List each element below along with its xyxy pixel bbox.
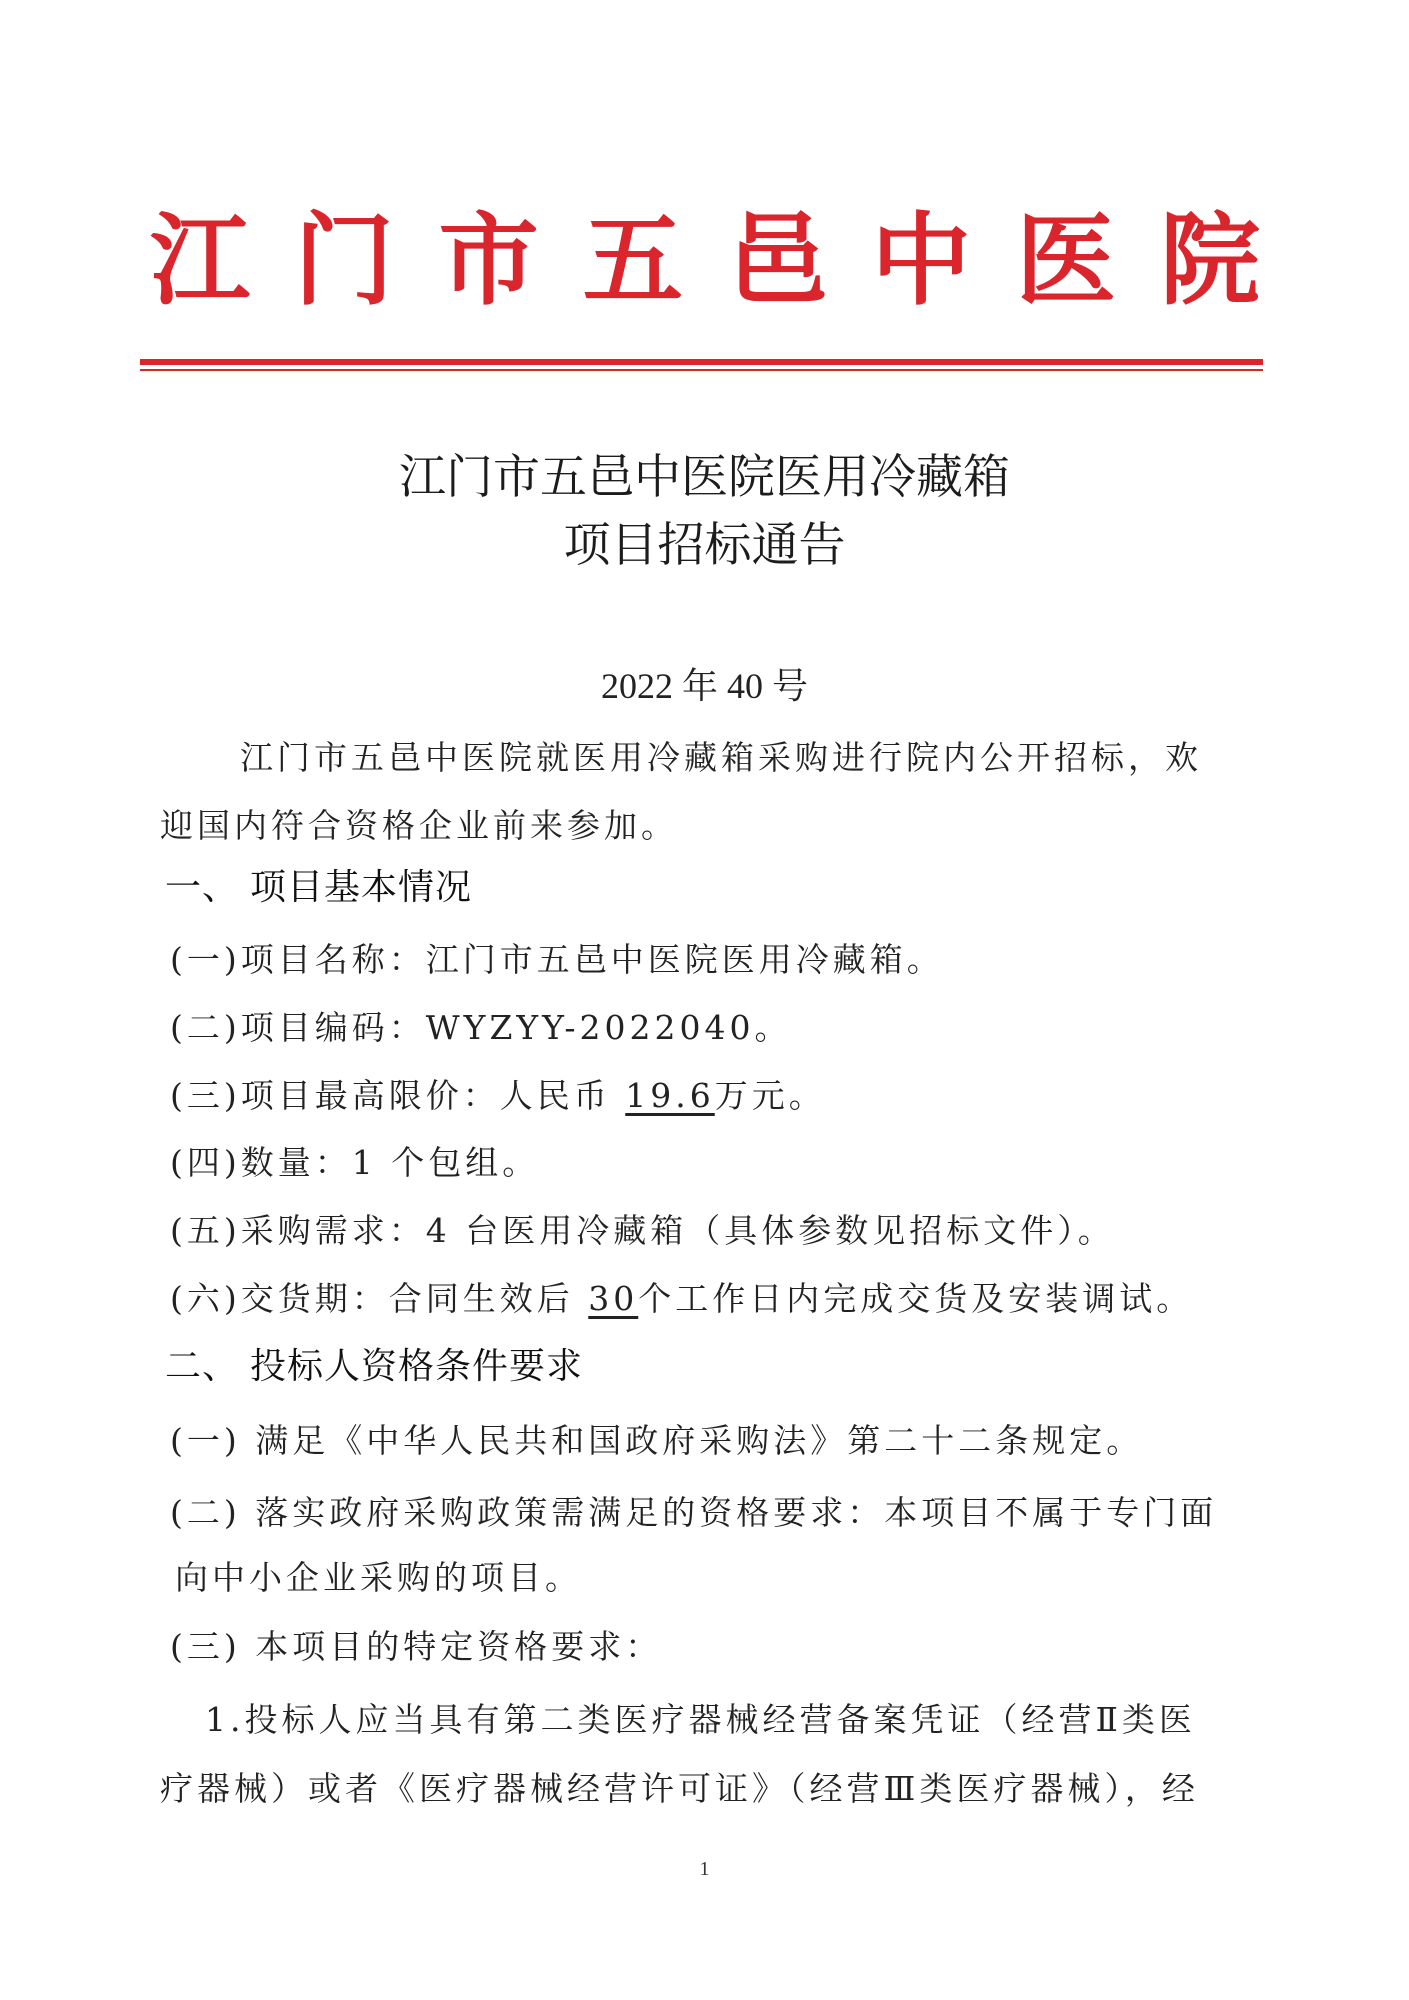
letterhead-char: 市 [438, 201, 539, 319]
section2-heading [165, 1344, 1255, 1390]
delivery-rest: 个工作日内完成交货及安装调试。 [638, 1279, 1194, 1318]
letterhead-char: 邑 [727, 201, 828, 319]
price-label: (三)项目最高限价：人民币 [170, 1076, 611, 1115]
qualification-item2-line2: 向中小企业采购的项目。 [175, 1558, 582, 1597]
section2-heading-text: 投标人资格条件要求 [250, 1346, 584, 1387]
section1-number: 一、 [165, 867, 240, 908]
qualification-sub1-line1: 1.投标人应当具有第二类医疗器械经营备案凭证（经营Ⅱ类医 [205, 1700, 1196, 1739]
section2-number: 二、 [165, 1346, 240, 1387]
document-title-line1: 江门市五邑中医院医用冷藏箱 [399, 450, 1010, 505]
letterhead-rule-thick [140, 359, 1263, 365]
letterhead-char: 中 [871, 201, 972, 319]
delivery-days: 30 [588, 1279, 639, 1318]
qualification-item1: (一) 满足《中华人民共和国政府采购法》第二十二条规定。 [170, 1421, 1144, 1460]
item-price-limit [170, 1073, 1260, 1119]
price-value: 19.6 [625, 1076, 715, 1115]
letterhead-char: 五 [582, 201, 683, 319]
page-number: 1 [699, 1858, 710, 1880]
item-quantity: (四)数量：1 个包组。 [170, 1143, 540, 1182]
item-delivery [170, 1276, 1260, 1322]
letterhead-rule-thin [140, 369, 1263, 371]
qualification-item2-line1: (二) 落实政府采购政策需满足的资格要求：本项目不属于专门面 [170, 1493, 1218, 1532]
letterhead-char: 院 [1159, 201, 1260, 319]
qualification-sub1-line2: 疗器械）或者《医疗器械经营许可证》（经营Ⅲ类医疗器械），经 [160, 1769, 1199, 1808]
letterhead-char: 江 [150, 201, 250, 319]
price-unit: 万元。 [714, 1076, 826, 1115]
intro-line2: 迎国内符合资格企业前来参加。 [160, 806, 678, 845]
document-number: 2022 年 40 号 [600, 666, 808, 706]
item-requirement: (五)采购需求：4 台医用冷藏箱（具体参数见招标文件）。 [170, 1211, 1115, 1250]
document-title-line2: 项目招标通告 [563, 518, 846, 573]
hospital-letterhead [150, 201, 1260, 319]
section1-heading-text: 项目基本情况 [250, 867, 473, 908]
qualification-item3: (三) 本项目的特定资格要求： [170, 1627, 663, 1666]
item-project-code: (二)项目编码：WYZYY-2022040。 [170, 1008, 792, 1047]
letterhead-char: 门 [294, 201, 395, 319]
delivery-label: (六)交货期：合同生效后 [170, 1279, 574, 1318]
item-project-name: (一)项目名称：江门市五邑中医院医用冷藏箱。 [170, 940, 944, 979]
section1-heading [165, 865, 1255, 911]
intro-line1: 江门市五邑中医院就医用冷藏箱采购进行院内公开招标，欢 [240, 738, 1202, 777]
letterhead-char: 医 [1015, 201, 1116, 319]
